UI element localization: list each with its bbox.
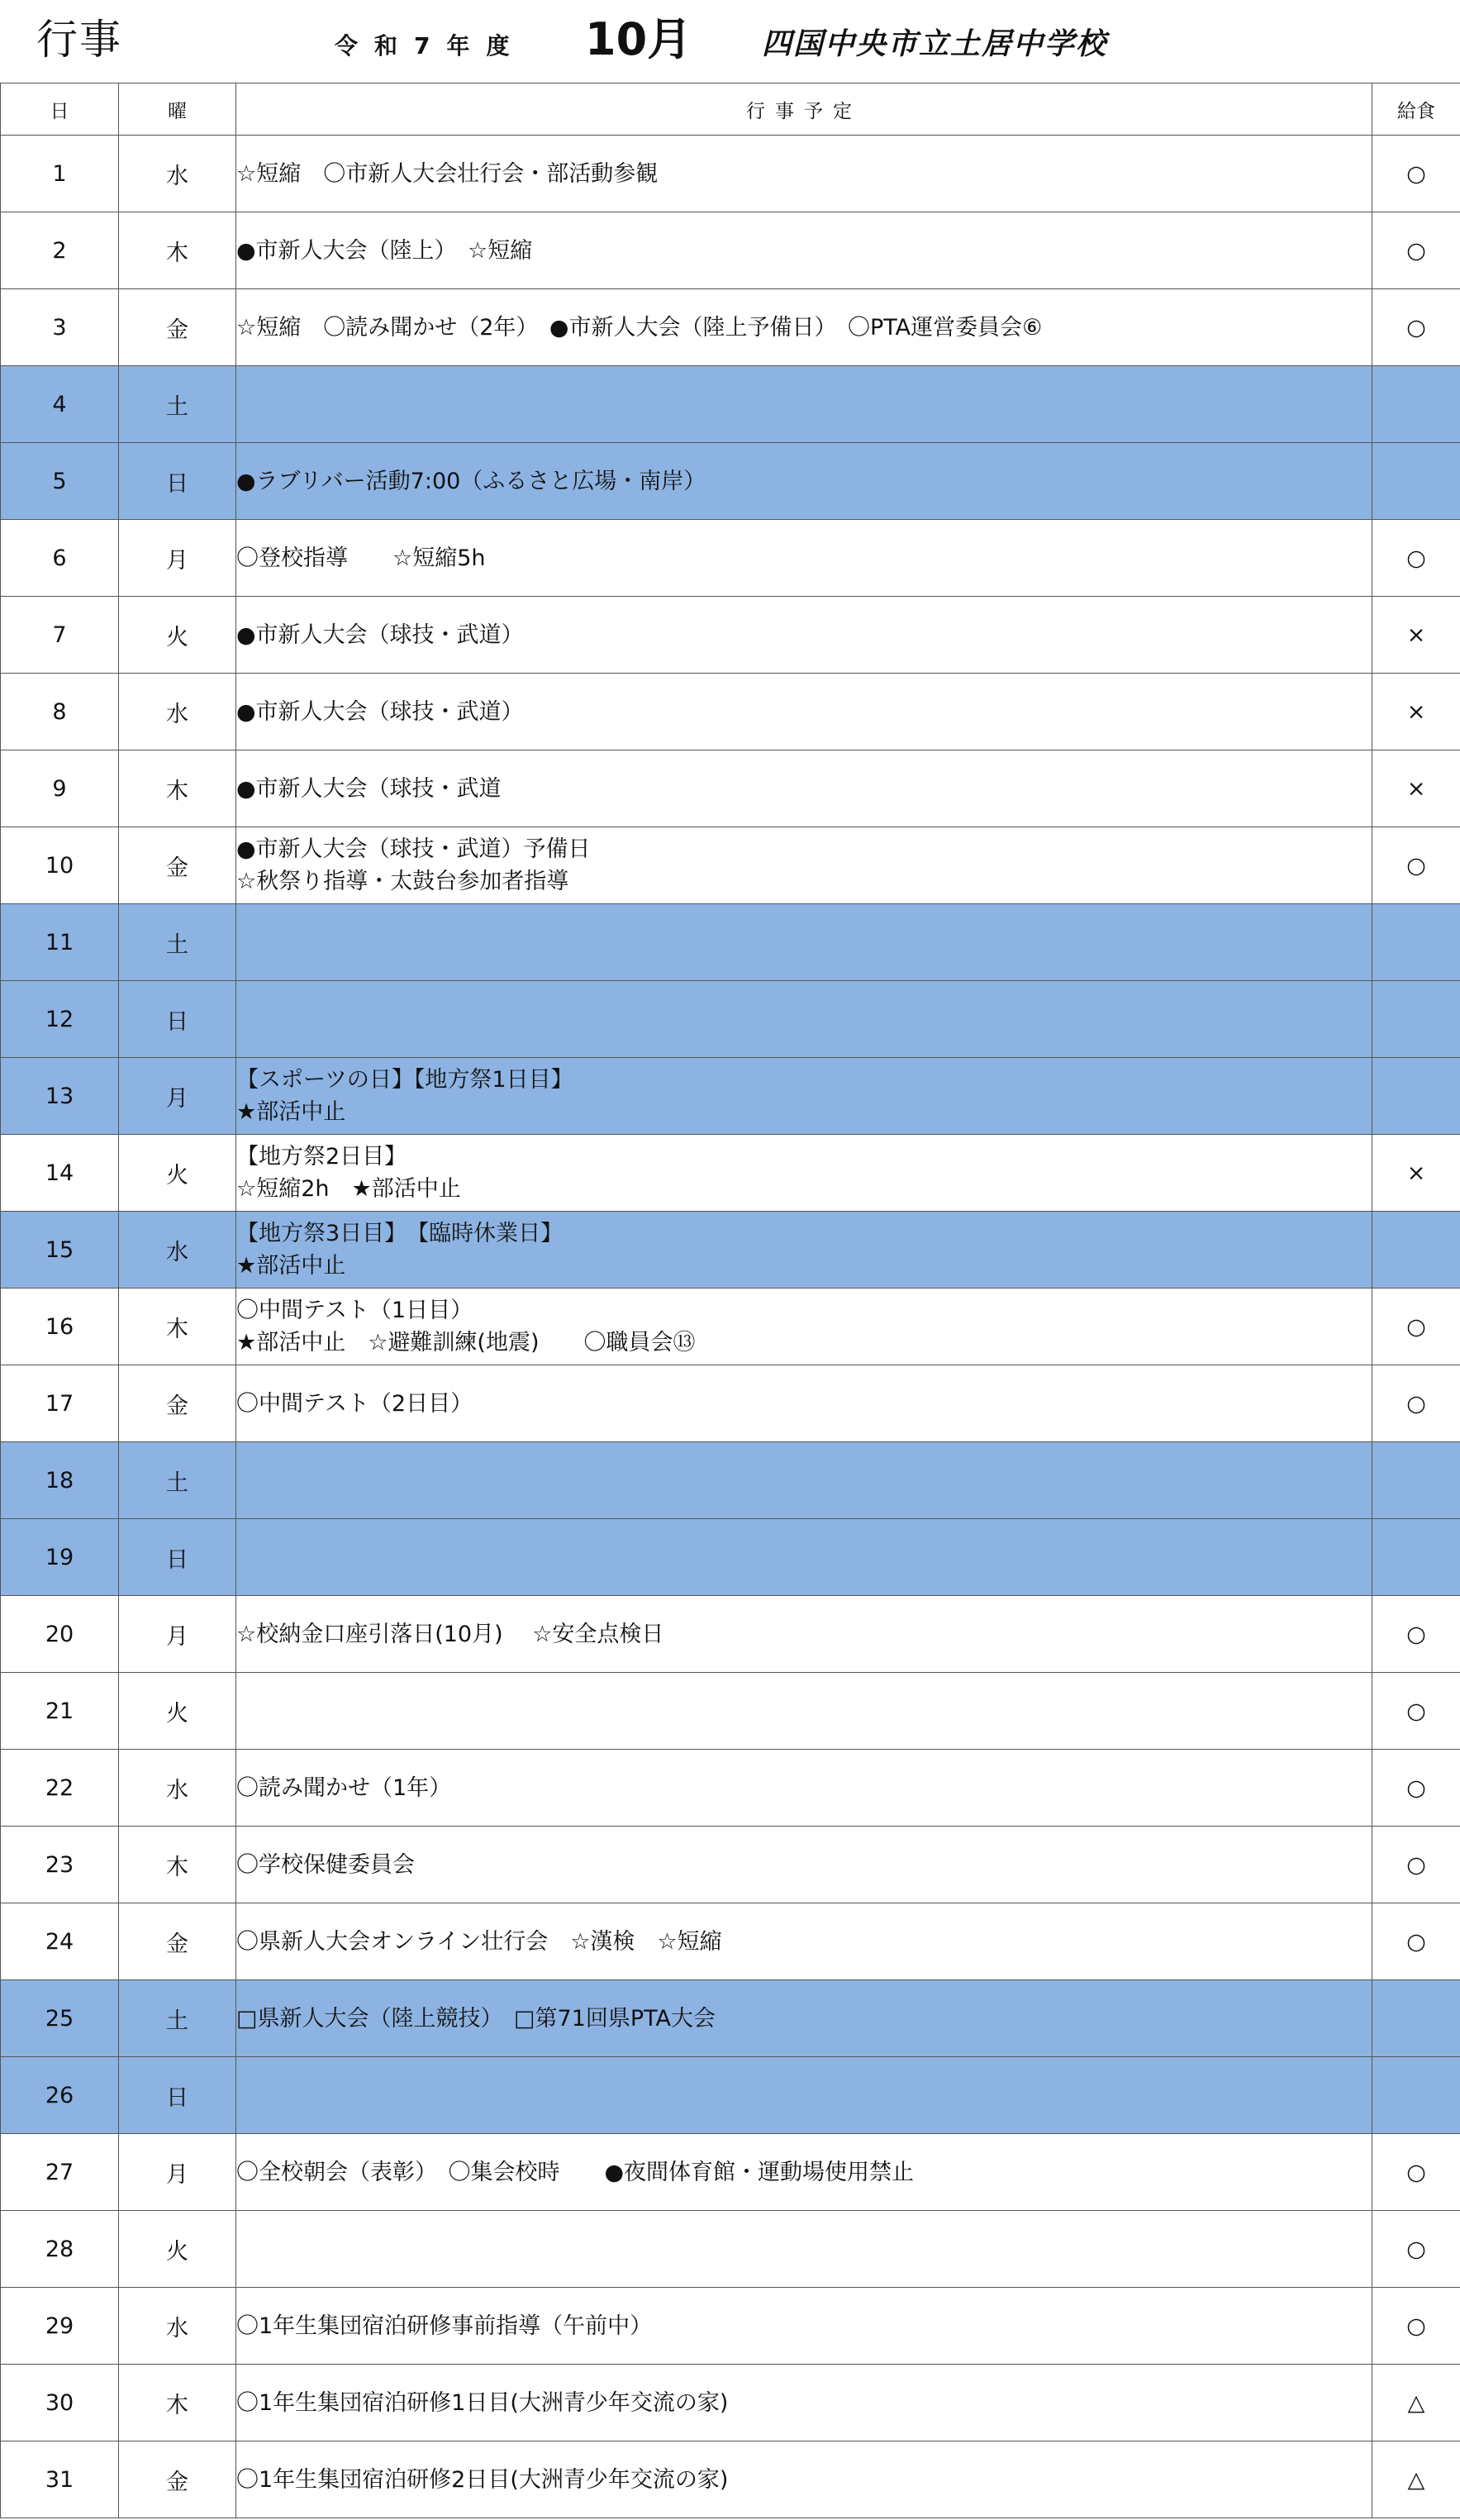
weekday-cell: 木 (119, 2365, 236, 2441)
title-bar (0, 0, 1460, 83)
lunch-cell: ○ (1372, 2134, 1460, 2211)
day-cell: 9 (1, 750, 119, 827)
events-cell (236, 1519, 1372, 1596)
events-cell (236, 674, 1372, 750)
day-cell: 22 (1, 1750, 119, 1827)
table-row (1, 136, 1460, 212)
lunch-cell: ○ (1372, 1365, 1460, 1442)
table-row (1, 1596, 1460, 1673)
day-cell: 27 (1, 2134, 119, 2211)
day-cell: 2 (1, 212, 119, 289)
events-cell (236, 1596, 1372, 1673)
events-cell (236, 443, 1372, 520)
table-row (1, 1903, 1460, 1980)
weekday-cell: 日 (119, 2057, 236, 2134)
day-cell: 31 (1, 2441, 119, 2518)
event-line: □県新人大会（陸上競技） □第71回県PTA大会 (236, 2005, 716, 2032)
event-line: 〇県新人大会オンライン壮行会 ☆漢検 ☆短縮 (236, 1928, 722, 1955)
event-line: ●市新人大会（球技・武道）予備日 (236, 836, 591, 862)
weekday-cell: 金 (119, 2441, 236, 2518)
events-cell (236, 2365, 1372, 2441)
table-row (1, 827, 1460, 904)
col-header-day: 日 (1, 83, 119, 136)
weekday-cell: 水 (119, 136, 236, 212)
weekday-cell: 土 (119, 1442, 236, 1519)
table-row (1, 674, 1460, 750)
lunch-cell: △ (1372, 2365, 1460, 2441)
weekday-cell: 火 (119, 2211, 236, 2288)
events-cell (236, 597, 1372, 674)
table-row (1, 1135, 1460, 1212)
lunch-cell: ○ (1372, 289, 1460, 366)
event-line: ☆校納金口座引落日(10月) ☆安全点検日 (236, 1621, 664, 1647)
day-cell: 12 (1, 981, 119, 1058)
day-cell: 10 (1, 827, 119, 904)
weekday-cell: 月 (119, 1058, 236, 1135)
table-row (1, 2211, 1460, 2288)
event-line: 〇1年生集団宿泊研修事前指導（午前中） (236, 2313, 653, 2339)
weekday-cell: 木 (119, 1827, 236, 1903)
weekday-cell: 月 (119, 520, 236, 597)
fiscal-year: 令和7年度 (335, 32, 526, 60)
table-row (1, 1519, 1460, 1596)
lunch-cell: ○ (1372, 2211, 1460, 2288)
lunch-cell (1372, 1519, 1460, 1596)
table-row (1, 981, 1460, 1058)
events-cell (236, 1750, 1372, 1827)
table-row (1, 443, 1460, 520)
lunch-cell (1372, 981, 1460, 1058)
day-cell: 16 (1, 1289, 119, 1365)
day-cell: 26 (1, 2057, 119, 2134)
weekday-cell: 月 (119, 1596, 236, 1673)
event-line: 〇読み聞かせ（1年） (236, 1774, 452, 1801)
lunch-cell: ○ (1372, 1673, 1460, 1750)
events-cell (236, 1365, 1372, 1442)
events-cell (236, 520, 1372, 597)
day-cell: 25 (1, 1980, 119, 2057)
events-cell (236, 1980, 1372, 2057)
lunch-cell (1372, 366, 1460, 443)
events-cell (236, 904, 1372, 981)
events-cell (236, 2057, 1372, 2134)
event-line: ☆短縮 〇市新人大会壮行会・部活動参観 (236, 160, 659, 187)
lunch-cell: ○ (1372, 1596, 1460, 1673)
events-cell (236, 1827, 1372, 1903)
lunch-cell: × (1372, 750, 1460, 827)
table-row (1, 1750, 1460, 1827)
table-row (1, 2441, 1460, 2518)
weekday-cell: 土 (119, 1980, 236, 2057)
event-line: ●ラブリバー活動7:00（ふるさと広場・南岸） (236, 468, 706, 494)
schedule-body (1, 136, 1460, 2518)
lunch-cell (1372, 904, 1460, 981)
events-cell (236, 1212, 1372, 1289)
event-line: ●市新人大会（球技・武道） (236, 622, 524, 648)
col-header-lunch: 給食 (1372, 83, 1460, 136)
header-row (1, 83, 1460, 136)
lunch-cell: ○ (1372, 212, 1460, 289)
lunch-cell: ○ (1372, 136, 1460, 212)
day-cell: 14 (1, 1135, 119, 1212)
weekday-cell: 火 (119, 1135, 236, 1212)
day-cell: 8 (1, 674, 119, 750)
events-cell (236, 750, 1372, 827)
schedule-table (0, 83, 1460, 2518)
lunch-cell (1372, 443, 1460, 520)
table-row (1, 1058, 1460, 1135)
lunch-cell: ○ (1372, 1289, 1460, 1365)
events-cell (236, 2211, 1372, 2288)
weekday-cell: 日 (119, 1519, 236, 1596)
table-row (1, 520, 1460, 597)
table-row (1, 212, 1460, 289)
event-line: 【地方祭3日目】 【臨時休業日】 (236, 1221, 564, 1246)
weekday-cell: 土 (119, 904, 236, 981)
table-row (1, 289, 1460, 366)
day-cell: 4 (1, 366, 119, 443)
lunch-cell (1372, 1212, 1460, 1289)
event-line: ★部活中止 (236, 1253, 346, 1279)
events-cell (236, 1442, 1372, 1519)
events-cell (236, 366, 1372, 443)
table-row (1, 1289, 1460, 1365)
weekday-cell: 木 (119, 1289, 236, 1365)
weekday-cell: 土 (119, 366, 236, 443)
table-row (1, 2288, 1460, 2365)
weekday-cell: 火 (119, 1673, 236, 1750)
day-cell: 24 (1, 1903, 119, 1980)
event-line: ★部活中止 (236, 1099, 346, 1125)
weekday-cell: 水 (119, 1750, 236, 1827)
table-row (1, 1673, 1460, 1750)
document-title: 行事 (36, 16, 122, 64)
day-cell: 17 (1, 1365, 119, 1442)
events-cell (236, 136, 1372, 212)
lunch-cell: ○ (1372, 2288, 1460, 2365)
event-line: ☆短縮 〇読み聞かせ（2年） ●市新人大会（陸上予備日） 〇PTA運営委員会⑥ (236, 314, 1043, 341)
table-row (1, 366, 1460, 443)
event-line: ☆秋祭り指導・太鼓台参加者指導 (236, 869, 569, 894)
events-cell (236, 1673, 1372, 1750)
weekday-cell: 水 (119, 1212, 236, 1289)
table-row (1, 904, 1460, 981)
weekday-cell: 火 (119, 597, 236, 674)
day-cell: 5 (1, 443, 119, 520)
table-row (1, 597, 1460, 674)
day-cell: 6 (1, 520, 119, 597)
events-cell (236, 1903, 1372, 1980)
lunch-cell: ○ (1372, 827, 1460, 904)
weekday-cell: 日 (119, 443, 236, 520)
day-cell: 29 (1, 2288, 119, 2365)
event-line: 〇1年生集団宿泊研修2日目(大洲青少年交流の家) (236, 2466, 729, 2493)
day-cell: 13 (1, 1058, 119, 1135)
event-line: 【地方祭2日目】 (236, 1144, 407, 1169)
weekday-cell: 木 (119, 212, 236, 289)
weekday-cell: 金 (119, 1903, 236, 1980)
table-row (1, 1442, 1460, 1519)
event-line: ●市新人大会（陸上） ☆短縮 (236, 237, 533, 264)
day-cell: 1 (1, 136, 119, 212)
weekday-cell: 水 (119, 2288, 236, 2365)
month-label: 10月 (585, 13, 692, 65)
weekday-cell: 水 (119, 674, 236, 750)
table-row (1, 750, 1460, 827)
lunch-cell: ○ (1372, 520, 1460, 597)
lunch-cell: ○ (1372, 1903, 1460, 1980)
day-cell: 20 (1, 1596, 119, 1673)
lunch-cell (1372, 1442, 1460, 1519)
day-cell: 19 (1, 1519, 119, 1596)
weekday-cell: 金 (119, 289, 236, 366)
events-cell (236, 2134, 1372, 2211)
event-line: ●市新人大会（球技・武道） (236, 698, 524, 725)
day-cell: 21 (1, 1673, 119, 1750)
lunch-cell (1372, 1980, 1460, 2057)
col-header-events: 行事予定 (236, 83, 1372, 136)
events-cell (236, 2288, 1372, 2365)
weekday-cell: 月 (119, 2134, 236, 2211)
events-cell (236, 2441, 1372, 2518)
event-line: 〇登校指導 ☆短縮5h (236, 545, 486, 571)
table-row (1, 2134, 1460, 2211)
event-line: 【スポーツの日】【地方祭1日目】 (236, 1067, 573, 1093)
weekday-cell: 金 (119, 1365, 236, 1442)
table-row (1, 1212, 1460, 1289)
events-cell (236, 289, 1372, 366)
day-cell: 11 (1, 904, 119, 981)
day-cell: 7 (1, 597, 119, 674)
lunch-cell: ○ (1372, 1750, 1460, 1827)
event-line: 〇中間テスト（1日目） (236, 1298, 473, 1323)
school-name: 四国中央市立土居中学校 (762, 27, 1108, 61)
weekday-cell: 日 (119, 981, 236, 1058)
table-row (1, 1365, 1460, 1442)
events-cell (236, 1289, 1372, 1365)
event-line: ☆短縮2h ★部活中止 (236, 1176, 461, 1202)
day-cell: 15 (1, 1212, 119, 1289)
col-header-weekday: 曜 (119, 83, 236, 136)
event-line: 〇学校保健委員会 (236, 1851, 415, 1878)
day-cell: 30 (1, 2365, 119, 2441)
events-cell (236, 827, 1372, 904)
table-row (1, 1980, 1460, 2057)
day-cell: 3 (1, 289, 119, 366)
events-cell (236, 981, 1372, 1058)
lunch-cell: × (1372, 1135, 1460, 1212)
event-line: 〇中間テスト（2日目） (236, 1390, 473, 1417)
event-line: 〇全校朝会（表彰） 〇集会校時 ●夜間体育館・運動場使用禁止 (236, 2159, 915, 2185)
weekday-cell: 金 (119, 827, 236, 904)
lunch-cell (1372, 2057, 1460, 2134)
weekday-cell: 木 (119, 750, 236, 827)
event-line: ★部活中止 ☆避難訓練(地震) 〇職員会⑬ (236, 1330, 696, 1355)
events-cell (236, 212, 1372, 289)
day-cell: 23 (1, 1827, 119, 1903)
day-cell: 28 (1, 2211, 119, 2288)
event-line: 〇1年生集団宿泊研修1日目(大洲青少年交流の家) (236, 2389, 729, 2416)
table-row (1, 2365, 1460, 2441)
events-cell (236, 1135, 1372, 1212)
lunch-cell: △ (1372, 2441, 1460, 2518)
lunch-cell (1372, 1058, 1460, 1135)
day-cell: 18 (1, 1442, 119, 1519)
event-line: ●市新人大会（球技・武道 (236, 775, 502, 802)
lunch-cell: × (1372, 674, 1460, 750)
events-cell (236, 1058, 1372, 1135)
table-row (1, 2057, 1460, 2134)
lunch-cell: × (1372, 597, 1460, 674)
lunch-cell: ○ (1372, 1827, 1460, 1903)
table-row (1, 1827, 1460, 1903)
